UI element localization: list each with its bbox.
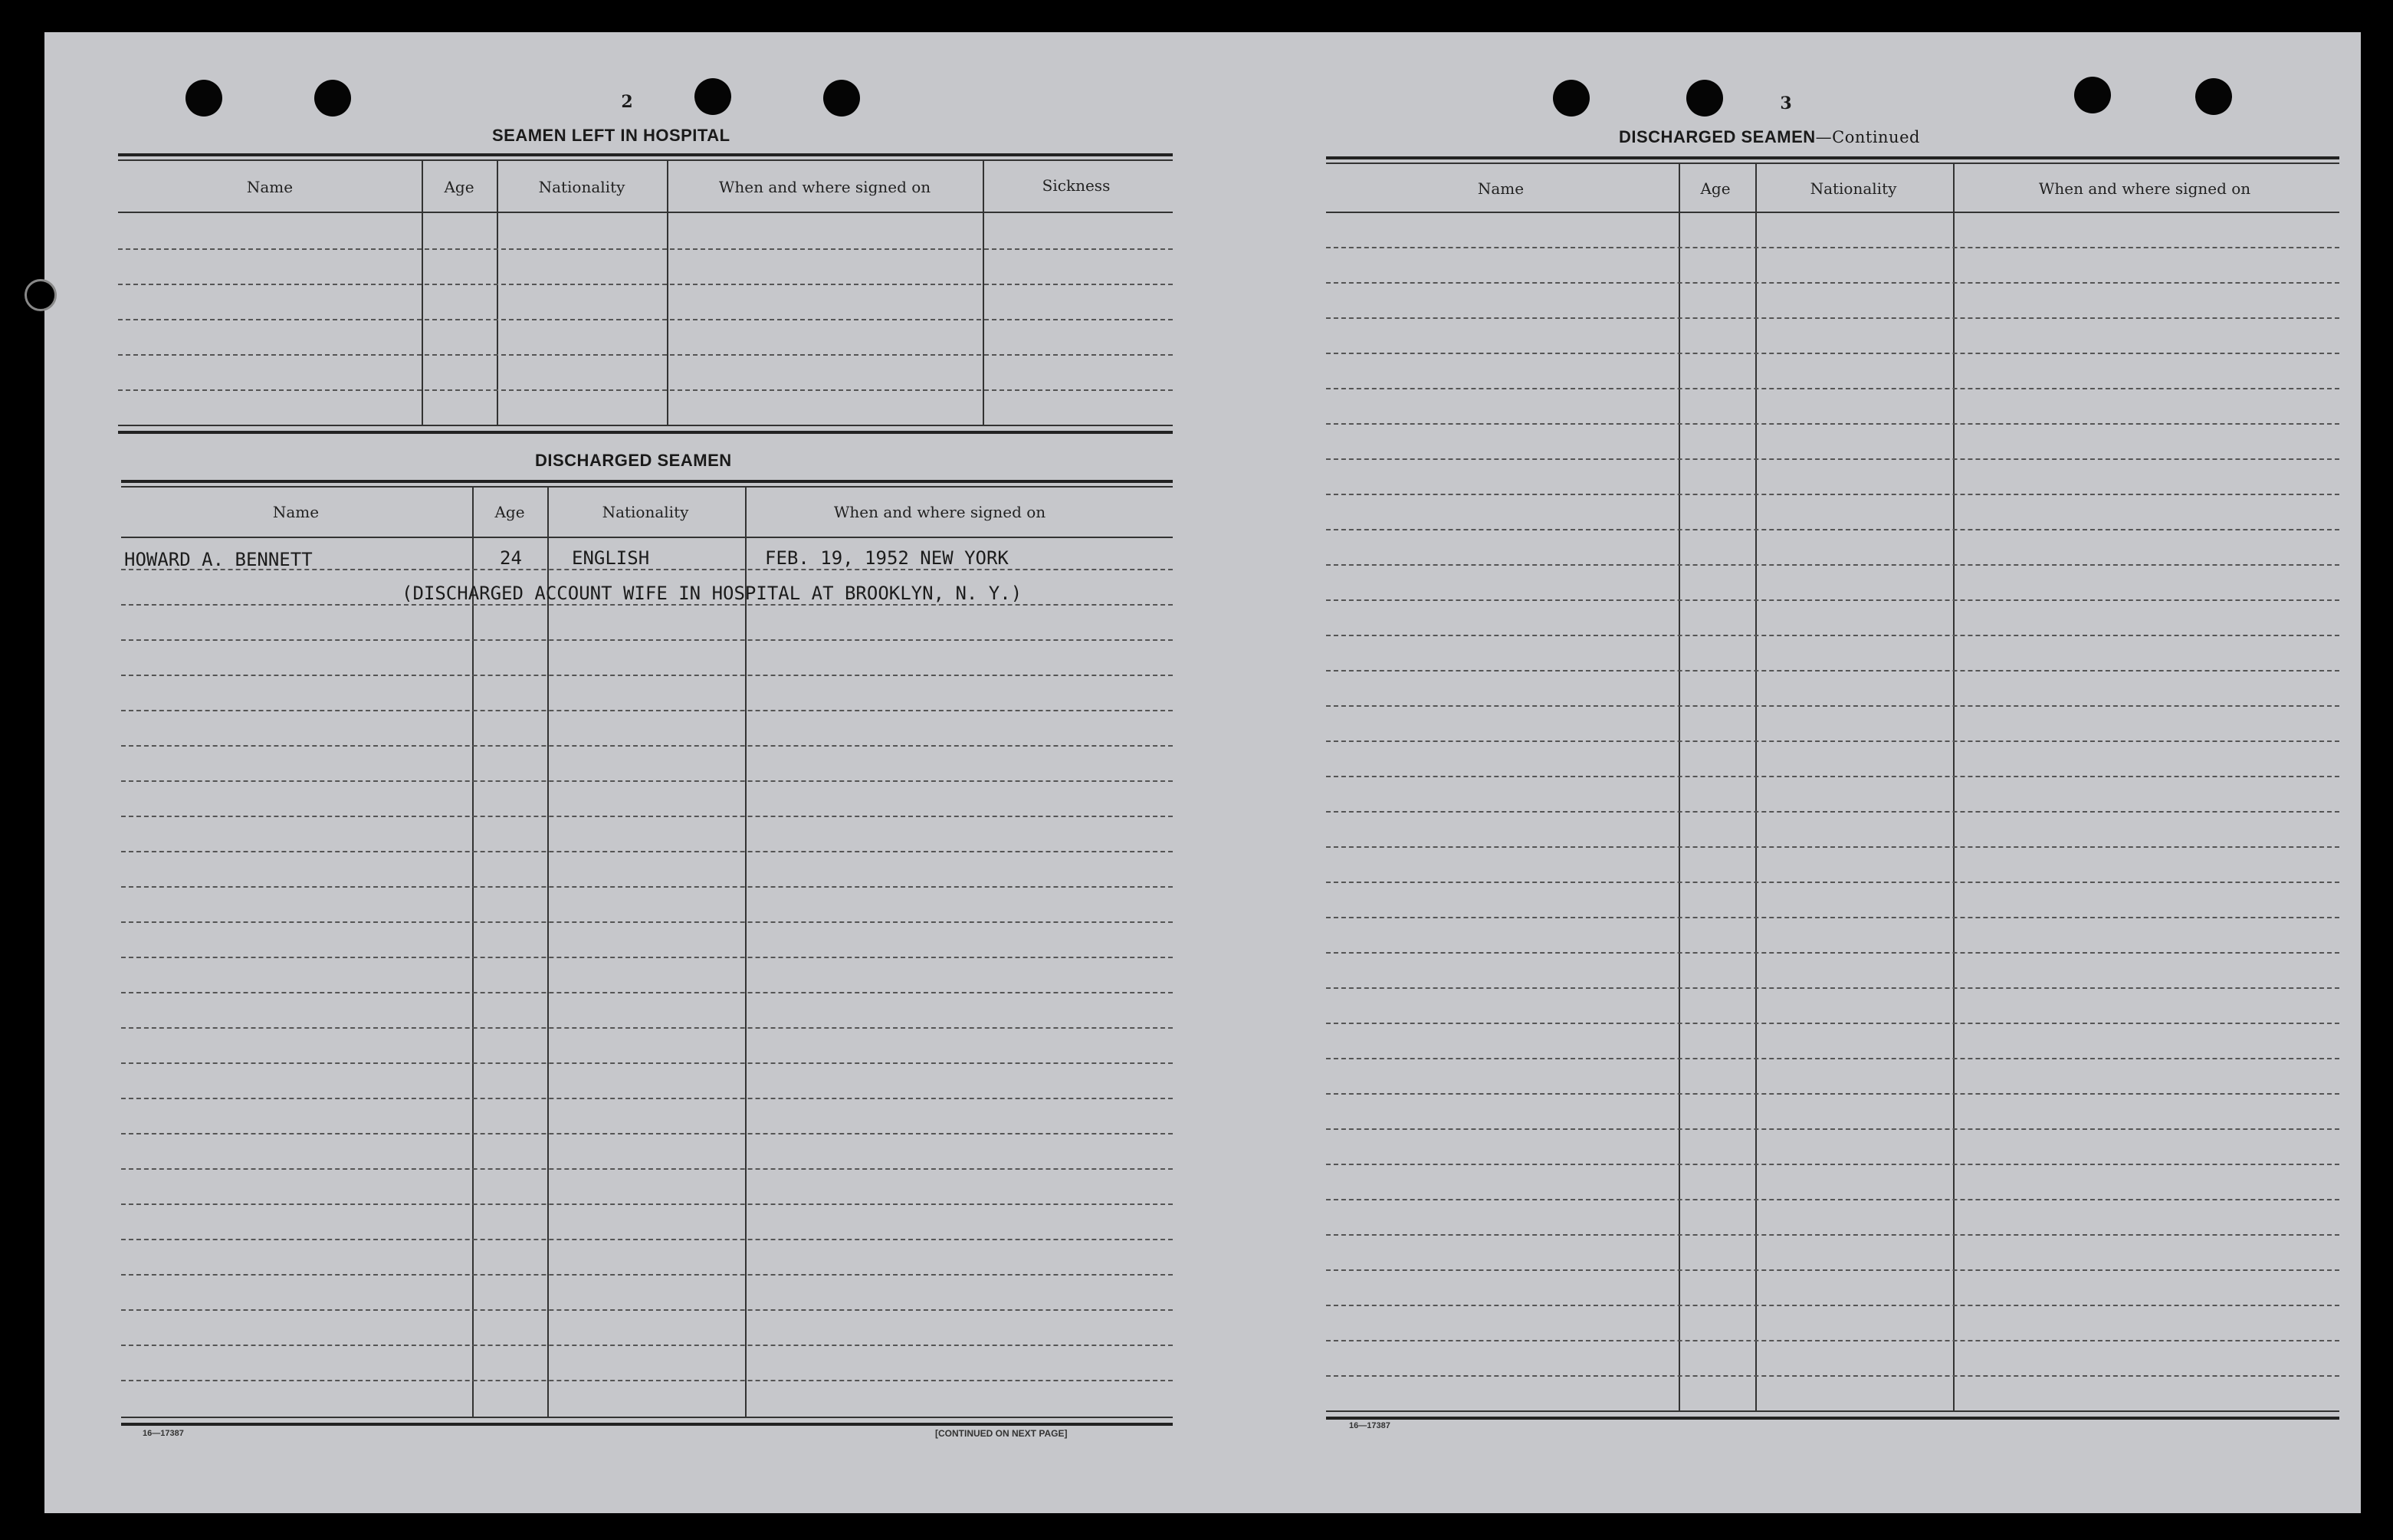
column-header-age: Age (444, 178, 474, 196)
column-header-nationality: Nationality (1810, 179, 1897, 198)
discharged-continued-title (1619, 127, 1920, 147)
continued-note: [CONTINUED ON NEXT PAGE] (935, 1428, 1068, 1439)
column-header-signed-on: When and where signed on (718, 178, 931, 196)
form-number: 16—17387 (1349, 1421, 1390, 1430)
column-header-age: Age (494, 503, 525, 521)
discharge-note: (DISCHARGED ACCOUNT WIFE IN HOSPITAL AT BROOKLYN, N. Y.) (402, 583, 1023, 604)
left-page (44, 32, 1194, 1513)
column-header-signed-on: When and where signed on (833, 503, 1046, 521)
column-header-name: Name (246, 178, 294, 196)
form-number: 16—17387 (143, 1429, 184, 1438)
page-number: 2 (621, 92, 633, 112)
column-header-sickness: Sickness (1042, 176, 1111, 195)
column-header-name: Name (272, 503, 320, 521)
hospital-section-title: SEAMEN LEFT IN HOSPITAL (492, 126, 730, 145)
column-header-nationality: Nationality (538, 178, 625, 196)
discharged-continued-table (1326, 156, 2339, 1452)
table-row-name: HOWARD A. BENNETT (124, 549, 313, 570)
title-suffix: —Continued (1815, 128, 1920, 146)
right-page (1194, 32, 2361, 1513)
column-header-age: Age (1700, 179, 1731, 198)
table-row-nationality: ENGLISH (572, 547, 650, 569)
column-header-nationality: Nationality (602, 503, 689, 521)
table-row-signed-on: FEB. 19, 1952 NEW YORK (765, 547, 1009, 569)
column-header-name: Name (1477, 179, 1525, 198)
hospital-table (118, 153, 1173, 468)
document-scan (44, 32, 2361, 1513)
page-number: 3 (1780, 94, 1792, 113)
title-main: DISCHARGED SEAMEN (1619, 127, 1816, 146)
table-row-age: 24 (500, 547, 522, 569)
discharged-table (121, 480, 1173, 1461)
discharged-section-title: DISCHARGED SEAMEN (535, 451, 732, 470)
column-header-signed-on: When and where signed on (2038, 179, 2251, 198)
